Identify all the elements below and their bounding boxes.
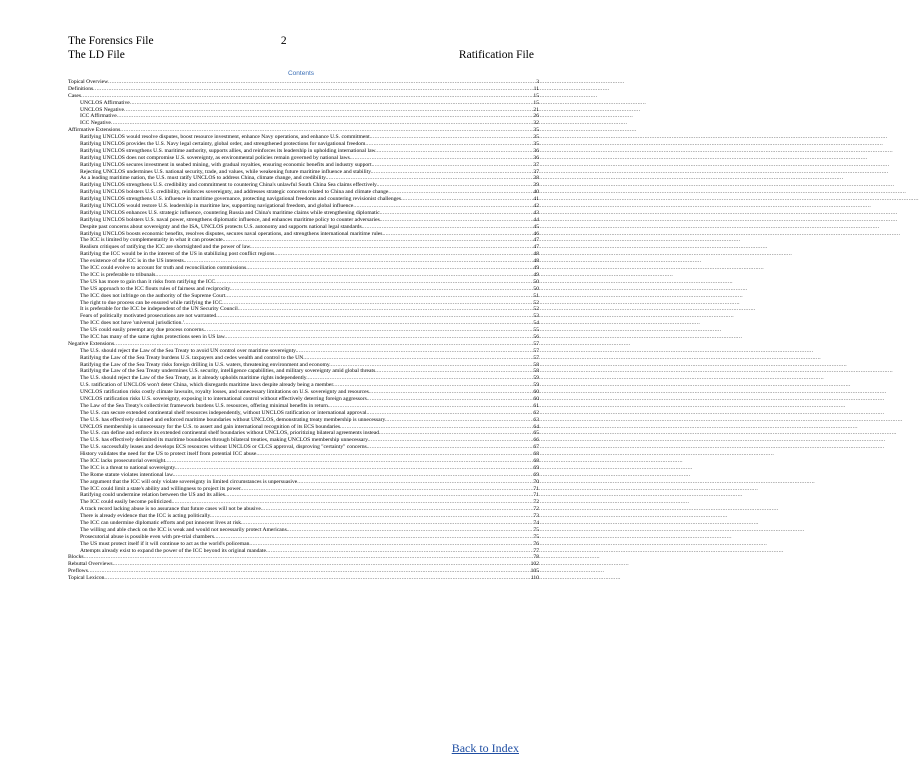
toc-entry-title: The ICC is limited by complementarity in what it can prosecute. — [80, 237, 225, 244]
toc-leader-dots — [381, 217, 532, 224]
toc-entry[interactable] — [68, 479, 539, 486]
toc-entry[interactable] — [68, 100, 539, 107]
toc-entry[interactable] — [68, 120, 539, 127]
toc-entry[interactable] — [68, 341, 539, 348]
toc-entry-title: The existence of the ICC is in the US interests. — [80, 258, 186, 265]
toc-entry-page: 63 — [533, 416, 539, 423]
toc-entry-page: 69 — [533, 464, 539, 471]
toc-entry-page: 38 — [533, 175, 539, 182]
toc-entry[interactable] — [68, 217, 539, 224]
section-title: Ratification File — [458, 49, 534, 61]
toc-leader-dots — [215, 534, 532, 541]
header-row-bottom — [68, 48, 534, 62]
toc-entry-title: Fears of politically motivated prosecutions are not warranted. — [80, 313, 218, 320]
toc-entry-page: 67 — [533, 444, 539, 451]
toc-entry[interactable] — [68, 520, 539, 527]
toc-entry-page: 62 — [533, 409, 539, 416]
toc-leader-dots — [384, 231, 533, 238]
toc-leader-dots — [390, 189, 533, 196]
toc-entry-title: The US could easily preempt any due process concerns. — [80, 327, 206, 334]
toc-entry-title: The willing and able check on the ICC is weak and would not necessarily protect Americans. — [80, 526, 289, 533]
toc-entry-title: Affirmative Extensions — [68, 127, 121, 134]
toc-entry-page: 15 — [533, 99, 539, 106]
toc-entry-title: Ratifying the Law of the Sea Treaty burdens U.S. taxpayers and cedes wealth and control to the UN. — [80, 354, 305, 361]
toc-leader-dots — [226, 334, 533, 341]
toc-entry-page: 48 — [533, 251, 539, 258]
toc-entry[interactable] — [68, 107, 539, 114]
toc-entry-title: Ratifying UNCLOS bolsters U.S. naval power, strengthens diplomatic influence, and enhances maritime policy to counter adversaries. — [80, 216, 382, 223]
publication-title: The Forensics File — [68, 35, 154, 47]
toc-entry-page: 78 — [533, 554, 539, 561]
toc-entry[interactable] — [68, 348, 539, 355]
toc-entry-title: It is preferable for the ICC be independent of the UN Security Council. — [80, 306, 240, 313]
toc-entry-page: 71 — [533, 492, 539, 499]
toc-entry-title: The ICC could easily become politicized. — [80, 499, 173, 506]
toc-leader-dots — [381, 210, 532, 217]
toc-leader-dots — [351, 155, 532, 162]
toc-leader-dots — [368, 396, 532, 403]
toc-entry-title: Topical Overview — [68, 79, 109, 85]
toc-leader-dots — [108, 79, 535, 86]
toc-entry[interactable] — [68, 465, 539, 472]
toc-entry[interactable] — [68, 561, 539, 568]
toc-entry-page: 110 — [530, 575, 539, 582]
toc-entry-page: 3 — [536, 79, 539, 85]
toc-entry-title: Ratifying the Law of the Sea Treaty risks foreign drilling in U.S. waters, threatening environment and economy. — [80, 361, 331, 368]
toc-entry-title: The ICC does not infringe on the authority of the Supreme Court. — [80, 292, 227, 299]
toc-leader-dots — [355, 203, 533, 210]
toc-entry[interactable] — [68, 417, 539, 424]
toc-entry[interactable] — [68, 320, 539, 327]
toc-entry-page: 60 — [533, 389, 539, 396]
toc-leader-dots — [227, 293, 533, 300]
page-header — [68, 34, 534, 62]
toc-entry[interactable] — [68, 568, 539, 575]
toc-entry[interactable] — [68, 93, 539, 100]
toc-entry-title: The US must protect itself if it will continue to act as the world's policeman. — [80, 540, 251, 547]
toc-entry-title: The ICC could evolve to account for truth and reconciliation commissions. — [80, 265, 248, 272]
toc-entry-page: 37 — [533, 168, 539, 175]
toc-entry-title: The U.S. can define and enforce its extended continental shelf boundaries without UNCLOS, prioritizing bilateral agreements instead. — [80, 430, 381, 437]
toc-entry-page: 60 — [533, 395, 539, 402]
toc-leader-dots — [81, 93, 532, 100]
toc-entry-title: Definitions — [68, 85, 94, 92]
toc-entry[interactable] — [68, 403, 539, 410]
toc-leader-dots — [378, 182, 533, 189]
toc-entry-title: The U.S. should reject the Law of the Sea Treaty, as it already upholds maritime rights independently. — [80, 375, 308, 382]
toc-entry-title: Ratifying UNCLOS would restore U.S. leadership in maritime law, supporting navigational freedom, and global influence. — [80, 203, 355, 210]
toc-entry-title: Topical Lexicon — [68, 575, 105, 582]
toc-entry-page: 56 — [533, 333, 539, 340]
toc-leader-dots — [368, 410, 532, 417]
toc-entry-title: UNCLOS ratification risks U.S. sovereignty, exposing it to international control without effectively deterring foreign aggressors. — [80, 395, 369, 402]
toc-leader-dots — [167, 458, 533, 465]
toc-entry-title: The ICC is a threat to national sovereignty. — [80, 464, 177, 471]
toc-leader-dots — [117, 113, 533, 120]
toc-entry-title: The ICC is preferable to tribunals. — [80, 271, 157, 278]
toc-entry[interactable] — [68, 313, 539, 320]
toc-entry-title: Ratifying the ICC would be in the interest of the US in stabilizing post conflict regions. — [80, 251, 276, 258]
toc-entry-page: 68 — [533, 451, 539, 458]
toc-entry-title: The Law of the Sea Treaty's collectivist framework burdens U.S. resources, offering minimal benefits in return. — [80, 402, 330, 409]
toc-entry[interactable] — [68, 293, 539, 300]
toc-entry-title: The ICC does not have 'universal jurisdiction.' — [80, 320, 184, 327]
toc-entry-page: 70 — [533, 478, 539, 485]
toc-leader-dots — [104, 575, 529, 582]
toc-entry-title: Ratifying could undermine relation between the US and its allies. — [80, 492, 227, 499]
toc-entry-page: 21 — [533, 106, 539, 113]
toc-entry-page: 57 — [533, 340, 539, 347]
toc-entry-page: 35 — [533, 134, 539, 141]
toc-entry-title: Ratifying UNCLOS would resolve disputes, boost resource investment, enhance Navy operations, and enhance U.S. commitment. — [80, 134, 372, 141]
toc-entry-title: There is already evidence that the ICC is acting politically. — [80, 513, 212, 520]
toc-entry-title: Ratifying UNCLOS secures investment in seabed mining, with gradual royalties, ensuring economic benefits and industry support. — [80, 161, 373, 168]
toc-entry[interactable] — [68, 527, 539, 534]
toc-leader-dots — [88, 568, 530, 575]
toc-entry-page: 11 — [533, 85, 539, 92]
toc-entry-title: The U.S. successfully leases and develops ECS resources without UNCLOS or CLCS approval, disproving "certainty" concerns. — [80, 444, 369, 451]
toc-entry-page: 58 — [533, 368, 539, 375]
toc-entry-title: The U.S. should reject the Law of the Sea Treaty to avoid UN control over maritime sovereignty. — [80, 347, 297, 354]
toc-entry[interactable] — [68, 148, 539, 155]
toc-entry-page: 73 — [533, 513, 539, 520]
toc-entry-title: Despite past concerns about sovereignty and the ISA, UNCLOS protects U.S. autonomy and supports national legal standards. — [80, 223, 364, 230]
toc-leader-dots — [403, 196, 533, 203]
toc-entry-title: The ICC could limit a state's ability and willingness to project its power. — [80, 485, 242, 492]
toc-leader-dots — [276, 251, 533, 258]
toc-entry-title: The ICC can undermine diplomatic efforts and put innocent lives at risk. — [80, 520, 243, 526]
toc-entry-page: 55 — [533, 327, 539, 334]
toc-entry[interactable] — [68, 396, 539, 403]
toc-leader-dots — [369, 437, 532, 444]
toc-leader-dots — [251, 541, 533, 548]
toc-entry-title: Ratifying UNCLOS does not compromise U.S. sovereignty, as environmental policies remain governed by national laws. — [80, 154, 352, 161]
header-row-top — [68, 34, 534, 48]
toc-entry-title: History validates the need for the US to protect itself from potential ICC abuse. — [80, 451, 258, 458]
toc-leader-dots — [217, 279, 533, 286]
toc-entry-title: The Rome statute violates intentional law. — [80, 471, 175, 478]
toc-entry-title: The US approach to the ICC flouts rules of fairness and reciprocity. — [80, 285, 232, 292]
toc-entry-title: The argument that the ICC will only violate sovereignty in limited circumstances is unpersuasive. — [80, 478, 299, 485]
toc-entry-page: 32 — [533, 120, 539, 127]
toc-entry[interactable] — [68, 113, 539, 120]
toc-entry-title: The ICC has many of the same rights protections seen in US law. — [80, 333, 226, 340]
toc-entry[interactable] — [68, 210, 539, 217]
toc-entry[interactable] — [68, 554, 539, 561]
toc-entry-page: 69 — [533, 471, 539, 478]
toc-leader-dots — [372, 169, 532, 176]
toc-entry-page: 59 — [533, 382, 539, 389]
back-to-index-link[interactable]: Back to Index — [451, 741, 519, 755]
toc-entry-page: 76 — [533, 540, 539, 547]
toc-leader-dots — [308, 375, 533, 382]
toc-entry-title: The U.S. has effectively claimed and enforced maritime boundaries without UNCLOS, demonstrating treaty membership is unnecessary. — [80, 416, 387, 423]
toc-entry-page: 57 — [533, 354, 539, 361]
toc-entry-page: 36 — [533, 147, 539, 154]
toc-entry[interactable] — [68, 548, 539, 555]
toc-entry-page: 40 — [533, 189, 539, 196]
toc-entry[interactable] — [68, 272, 539, 279]
toc-leader-dots — [371, 134, 532, 141]
toc-entry-title: Negative Extensions — [68, 340, 115, 347]
toc-entry-page: 61 — [533, 402, 539, 409]
toc-entry-title: Prosecutorial abuse is possible even with pre-trial chambers. — [80, 533, 216, 540]
toc-entry[interactable] — [68, 141, 539, 148]
toc-entry[interactable] — [68, 79, 539, 86]
toc-entry-page: 52 — [533, 306, 539, 313]
toc-entry-page: 68 — [533, 457, 539, 464]
toc-entry-page: 71 — [533, 485, 539, 492]
toc-entry-page: 47 — [533, 244, 539, 251]
toc-entry-page: 35 — [533, 127, 539, 134]
toc-entry-title: ICC Affirmative — [80, 113, 117, 120]
toc-entry-page: 77 — [533, 547, 539, 554]
toc-entry[interactable] — [68, 506, 539, 513]
toc-leader-dots — [111, 120, 532, 127]
toc-entry[interactable] — [68, 86, 539, 93]
toc-entry[interactable] — [68, 355, 539, 362]
toc-entry-page: 46 — [533, 230, 539, 237]
toc-entry-title: Rejecting UNCLOS undermines U.S. national security, trade, and values, while weakening future maritime influence and stability. — [80, 168, 373, 175]
toc-entry-title: The right to due process can be ensured while ratifying the ICC. — [80, 299, 224, 306]
toc-entry-page: 53 — [533, 313, 539, 320]
toc-leader-dots — [184, 320, 533, 327]
toc-entry[interactable] — [68, 155, 539, 162]
toc-entry-page: 65 — [533, 430, 539, 437]
toc-entry-title: Ratifying the Law of the Sea Treaty undermines U.S. security, intelligence capabilities, and military sovereignty amid global threats. — [80, 368, 377, 375]
toc-leader-dots — [157, 272, 533, 279]
toc-leader-dots — [363, 224, 532, 231]
toc-leader-dots — [368, 444, 532, 451]
toc-entry-page: 74 — [533, 520, 539, 526]
toc-entry-page: 15 — [533, 92, 539, 99]
toc-entry-page: 50 — [533, 278, 539, 285]
toc-entry-page: 66 — [533, 437, 539, 444]
toc-entry[interactable] — [68, 534, 539, 541]
toc-entry[interactable] — [68, 258, 539, 265]
toc-entry-title: Ratifying UNCLOS provides the U.S. Navy legal certainty, global order, and strengthened protections for navigational freedom. — [80, 141, 367, 148]
toc-entry-page: 35 — [533, 141, 539, 148]
toc-leader-dots — [224, 237, 532, 244]
toc-entry-page: 102 — [530, 561, 539, 568]
toc-entry[interactable] — [68, 472, 539, 479]
page-number: 2 — [280, 35, 287, 47]
toc-leader-dots — [218, 313, 533, 320]
toc-entry-title: UNCLOS Affirmative — [80, 99, 130, 106]
toc-entry-title: Ratifying UNCLOS bolsters U.S. credibility, reinforces sovereignty, and addresses strategic concerns related to China and climate change. — [80, 189, 390, 196]
toc-entry-page: 41 — [533, 196, 539, 203]
toc-entry[interactable] — [68, 203, 539, 210]
toc-entry[interactable] — [68, 286, 539, 293]
toc-leader-dots — [367, 141, 533, 148]
toc-entry-title: Rebuttal Overviews — [68, 561, 113, 568]
toc-entry-page: 49 — [533, 265, 539, 272]
toc-leader-dots — [267, 548, 532, 555]
toc-entry-title: UNCLOS ratification risks costly climate lawsuits, royalty losses, and unnecessary limitations on U.S. sovereignty and resources. — [80, 389, 371, 396]
toc-entry-title: U.S. ratification of UNCLOS won't deter China, which disregards maritime laws despite already being a member. — [80, 382, 335, 389]
toc-leader-dots — [114, 341, 532, 348]
toc-entry-page: 51 — [533, 292, 539, 299]
toc-entry-title: Ratifying UNCLOS enhances U.S. strategic influence, countering Russia and China's maritime claims while strengthening diplomatic. — [80, 209, 382, 216]
toc-entry-page: 57 — [533, 347, 539, 354]
toc-entry[interactable] — [68, 389, 539, 396]
toc-entry-title: UNCLOS membership is unnecessary for the U.S. to assert and gain international recognition of its ECS boundaries. — [80, 423, 342, 430]
toc-entry[interactable] — [68, 451, 539, 458]
toc-leader-dots — [84, 554, 533, 561]
toc-leader-dots — [231, 286, 532, 293]
file-title: The LD File — [68, 49, 125, 61]
toc-entry-title: A track record lacking abuse is no assurance that future cases will not be abusive. — [80, 506, 263, 513]
toc-entry-title: As a leading maritime nation, the U.S. must ratify UNCLOS to address China, climate change, and credibility. — [80, 175, 327, 182]
toc-leader-dots — [305, 355, 533, 362]
toc-entry-title: Attempts already exist to expand the power of the ICC beyond its original mandate. — [80, 547, 268, 554]
toc-entry-page: 44 — [533, 216, 539, 223]
toc-leader-dots — [226, 492, 532, 499]
toc-entry[interactable] — [68, 410, 539, 417]
toc-leader-dots — [377, 368, 533, 375]
toc-leader-dots — [386, 417, 532, 424]
toc-entry-page: 105 — [530, 568, 539, 575]
toc-entry-title: Ratifying UNCLOS strengthens U.S. influence in maritime governance, protecting navigational freedoms and countering revisionist challenges. — [80, 196, 403, 203]
toc-entry-page: 75 — [533, 526, 539, 533]
toc-entry-title: ICC Negative — [80, 120, 111, 127]
toc-entry-page: 72 — [533, 506, 539, 513]
toc-heading: Contents — [287, 70, 315, 77]
toc-entry-page: 37 — [533, 161, 539, 168]
toc-entry-page: 50 — [533, 285, 539, 292]
toc-entry[interactable] — [68, 134, 539, 141]
toc-entry[interactable] — [68, 458, 539, 465]
toc-entry-title: The ICC lacks prosecutorial oversight. — [80, 457, 167, 464]
toc-entry[interactable] — [68, 327, 539, 334]
toc-entry[interactable] — [68, 279, 539, 286]
toc-entry-page: 75 — [533, 533, 539, 540]
toc-entry-page: 47 — [533, 237, 539, 244]
toc-leader-dots — [242, 486, 533, 493]
toc-entry[interactable] — [68, 196, 539, 203]
toc-entry-page: 26 — [533, 113, 539, 120]
toc-leader-dots — [297, 348, 532, 355]
toc-entry[interactable] — [68, 265, 539, 272]
toc-leader-dots — [130, 100, 533, 107]
toc-entry-title: The U.S. has effectively delimited its maritime boundaries through bilateral treaties, making UNCLOS membership unnecessary. — [80, 437, 370, 444]
toc-entry-page: 36 — [533, 154, 539, 161]
toc-entry-title: Ratifying UNCLOS strengthens U.S. credibility and commitment to countering China's unlawful South China Sea claims effectively. — [80, 182, 378, 189]
toc-entry-page: 52 — [533, 299, 539, 306]
toc-entry-page: 45 — [533, 223, 539, 230]
toc-entry[interactable] — [68, 575, 539, 582]
toc-leader-dots — [211, 513, 532, 520]
toc-leader-dots — [248, 265, 533, 272]
toc-entry[interactable] — [68, 492, 539, 499]
toc-entry[interactable] — [68, 334, 539, 341]
toc-entry-page: 49 — [533, 271, 539, 278]
toc-entry-title: UNCLOS Negative — [80, 106, 124, 113]
table-of-contents — [68, 79, 539, 582]
toc-entry[interactable] — [68, 162, 539, 169]
toc-leader-dots — [377, 148, 533, 155]
toc-leader-dots — [329, 403, 532, 410]
toc-entry-title: Ratifying UNCLOS boosts economic benefits, resolves disputes, secures naval operations, and strengthens international maritime rules. — [80, 230, 384, 237]
toc-leader-dots — [370, 389, 532, 396]
toc-entry-title: Preflows — [68, 568, 88, 575]
toc-entry-title: Ratifying UNCLOS strengthens U.S. maritime authority, supports allies, and reinforces its leadership in upholding international law. — [80, 147, 377, 154]
toc-entry-title: Blocks — [68, 554, 84, 561]
toc-leader-dots — [205, 327, 532, 334]
toc-entry-title: Cases — [68, 92, 82, 99]
toc-entry-page: 59 — [533, 375, 539, 382]
toc-entry[interactable] — [68, 541, 539, 548]
toc-entry-page: 39 — [533, 182, 539, 189]
toc-entry-page: 42 — [533, 203, 539, 210]
toc-entry-page: 72 — [533, 499, 539, 506]
toc-entry[interactable] — [68, 224, 539, 231]
toc-leader-dots — [224, 300, 533, 307]
toc-entry-page: 58 — [533, 361, 539, 368]
toc-leader-dots — [262, 506, 532, 513]
toc-leader-dots — [239, 306, 532, 313]
toc-leader-dots — [380, 430, 532, 437]
toc-leader-dots — [242, 520, 532, 527]
toc-leader-dots — [176, 465, 532, 472]
toc-leader-dots — [258, 451, 533, 458]
toc-entry-page: 48 — [533, 258, 539, 265]
toc-leader-dots — [113, 561, 530, 568]
toc-entry-page: 43 — [533, 209, 539, 216]
toc-leader-dots — [93, 86, 532, 93]
toc-leader-dots — [288, 527, 532, 534]
toc-entry-title: Realism critiques of ratifying the ICC are shortsighted and the power of law. — [80, 244, 252, 251]
toc-leader-dots — [373, 162, 532, 169]
toc-entry[interactable] — [68, 513, 539, 520]
toc-entry[interactable] — [68, 231, 539, 238]
toc-leader-dots — [174, 472, 532, 479]
toc-entry-title: The U.S. can secure extended continental shelf resources independently, without UNCLOS ratification or international approval. — [80, 409, 368, 416]
toc-leader-dots — [299, 479, 533, 486]
toc-leader-dots — [124, 107, 532, 114]
toc-entry-page: 54 — [533, 320, 539, 327]
toc-leader-dots — [251, 244, 532, 251]
toc-entry-title: The US has more to gain than it risks from ratifying the ICC. — [80, 278, 217, 285]
toc-entry-page: 64 — [533, 423, 539, 430]
